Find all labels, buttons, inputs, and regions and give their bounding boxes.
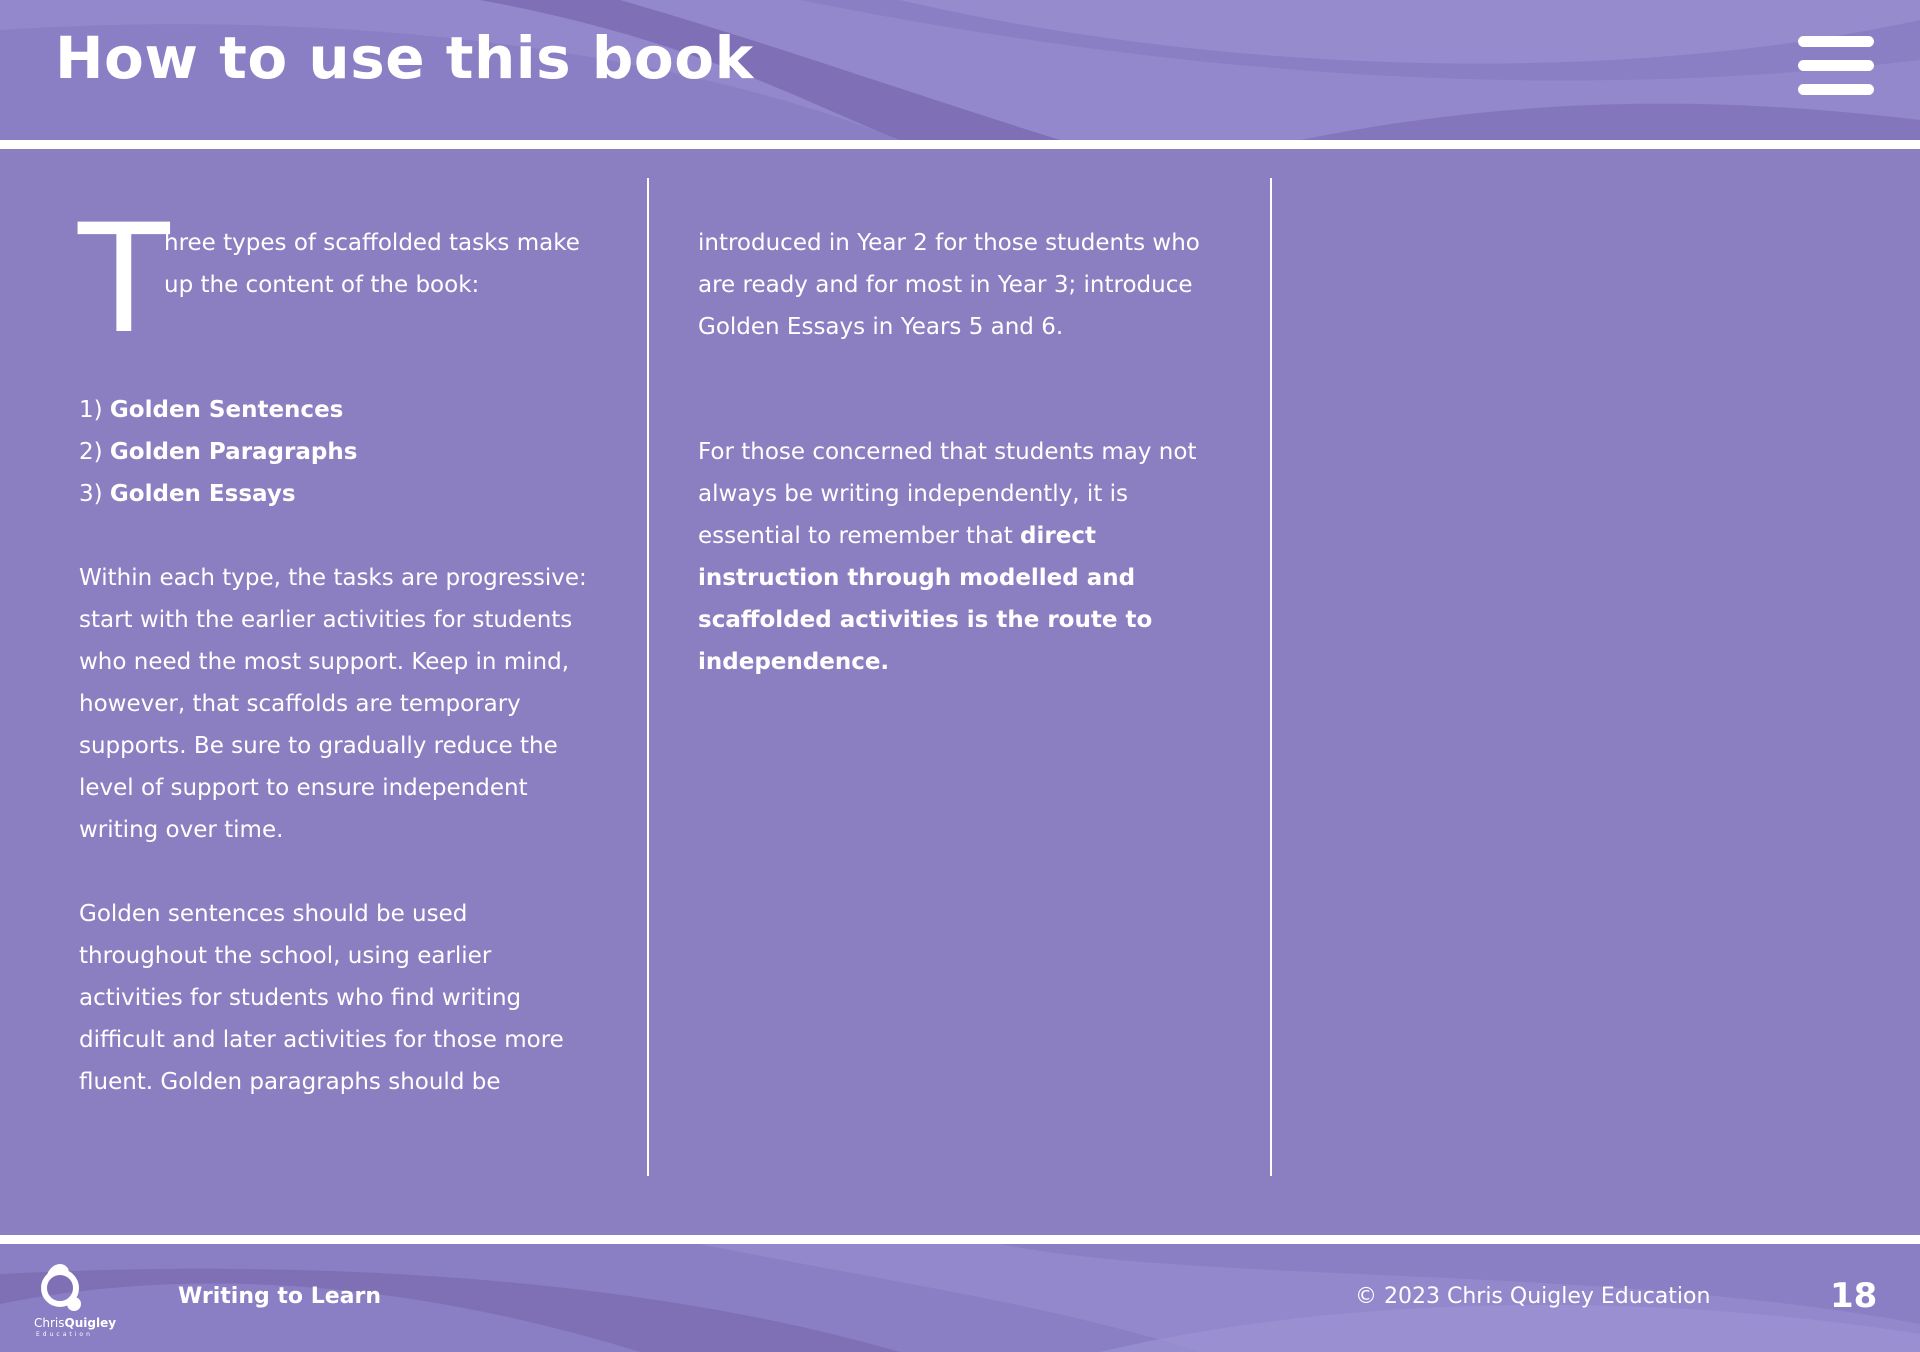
logo-mark-icon: [32, 1264, 92, 1316]
drop-cap: T: [78, 193, 170, 367]
menu-icon-bar-top: [1798, 36, 1874, 47]
header-divider: [0, 140, 1920, 149]
intro-text: hree types of scaffolded tasks make up the content of the book:: [164, 230, 580, 298]
list-item-label: Golden Essays: [109, 481, 296, 507]
golden-sentences-paragraph: Golden sentences should be used throughout the school, using earlier activities for students who find writing difficult and later activities for those more fluent. Golden paragraphs should be: [79, 901, 564, 1095]
footer-divider: [0, 1235, 1920, 1244]
menu-icon-bar-middle: [1798, 60, 1874, 71]
column-divider-left: [647, 178, 649, 1176]
copyright-notice: © 2023 Chris Quigley Education: [1355, 1284, 1711, 1309]
list-item-label: Golden Paragraphs: [109, 439, 358, 465]
page-title: How to use this book: [55, 24, 754, 92]
list-item: 3) Golden Essays: [79, 481, 296, 507]
progressive-paragraph: Within each type, the tasks are progressive: start with the earlier activities for students who need the most support. Keep in mind, however, that scaffolds are temporary supports. Be sure to gradually reduce the level of support to ensure independent writing over time.: [79, 565, 587, 843]
menu-button[interactable]: [1798, 36, 1874, 96]
list-item: 1) Golden Sentences: [79, 397, 344, 423]
page-footer: [0, 1244, 1920, 1352]
list-item-label: Golden Sentences: [109, 397, 344, 423]
logo-wordmark: ChrisQuigley: [34, 1316, 117, 1330]
independence-paragraph: For those concerned that students may not always be writing independently, it is essential to remember that direct instruction through modelled and scaffolded activities is the route to independence.: [698, 439, 1197, 675]
book-title: Writing to Learn: [178, 1284, 381, 1309]
task-types-list: [79, 389, 609, 515]
continuation-paragraph: introduced in Year 2 for those students who are ready and for most in Year 3; introduce Golden Essays in Years 5 and 6.: [698, 230, 1200, 340]
list-item: 2) Golden Paragraphs: [79, 439, 358, 465]
page-number: 18: [1830, 1276, 1878, 1316]
key-statement: direct instruction through modelled and scaffolded activities is the route to independence.: [698, 523, 1153, 675]
page-header: [0, 0, 1920, 140]
menu-icon-bar-bottom: [1798, 84, 1874, 95]
intro-paragraph: [164, 222, 604, 306]
logo-subtitle: Education: [36, 1331, 93, 1338]
column-divider-right: [1270, 178, 1272, 1176]
